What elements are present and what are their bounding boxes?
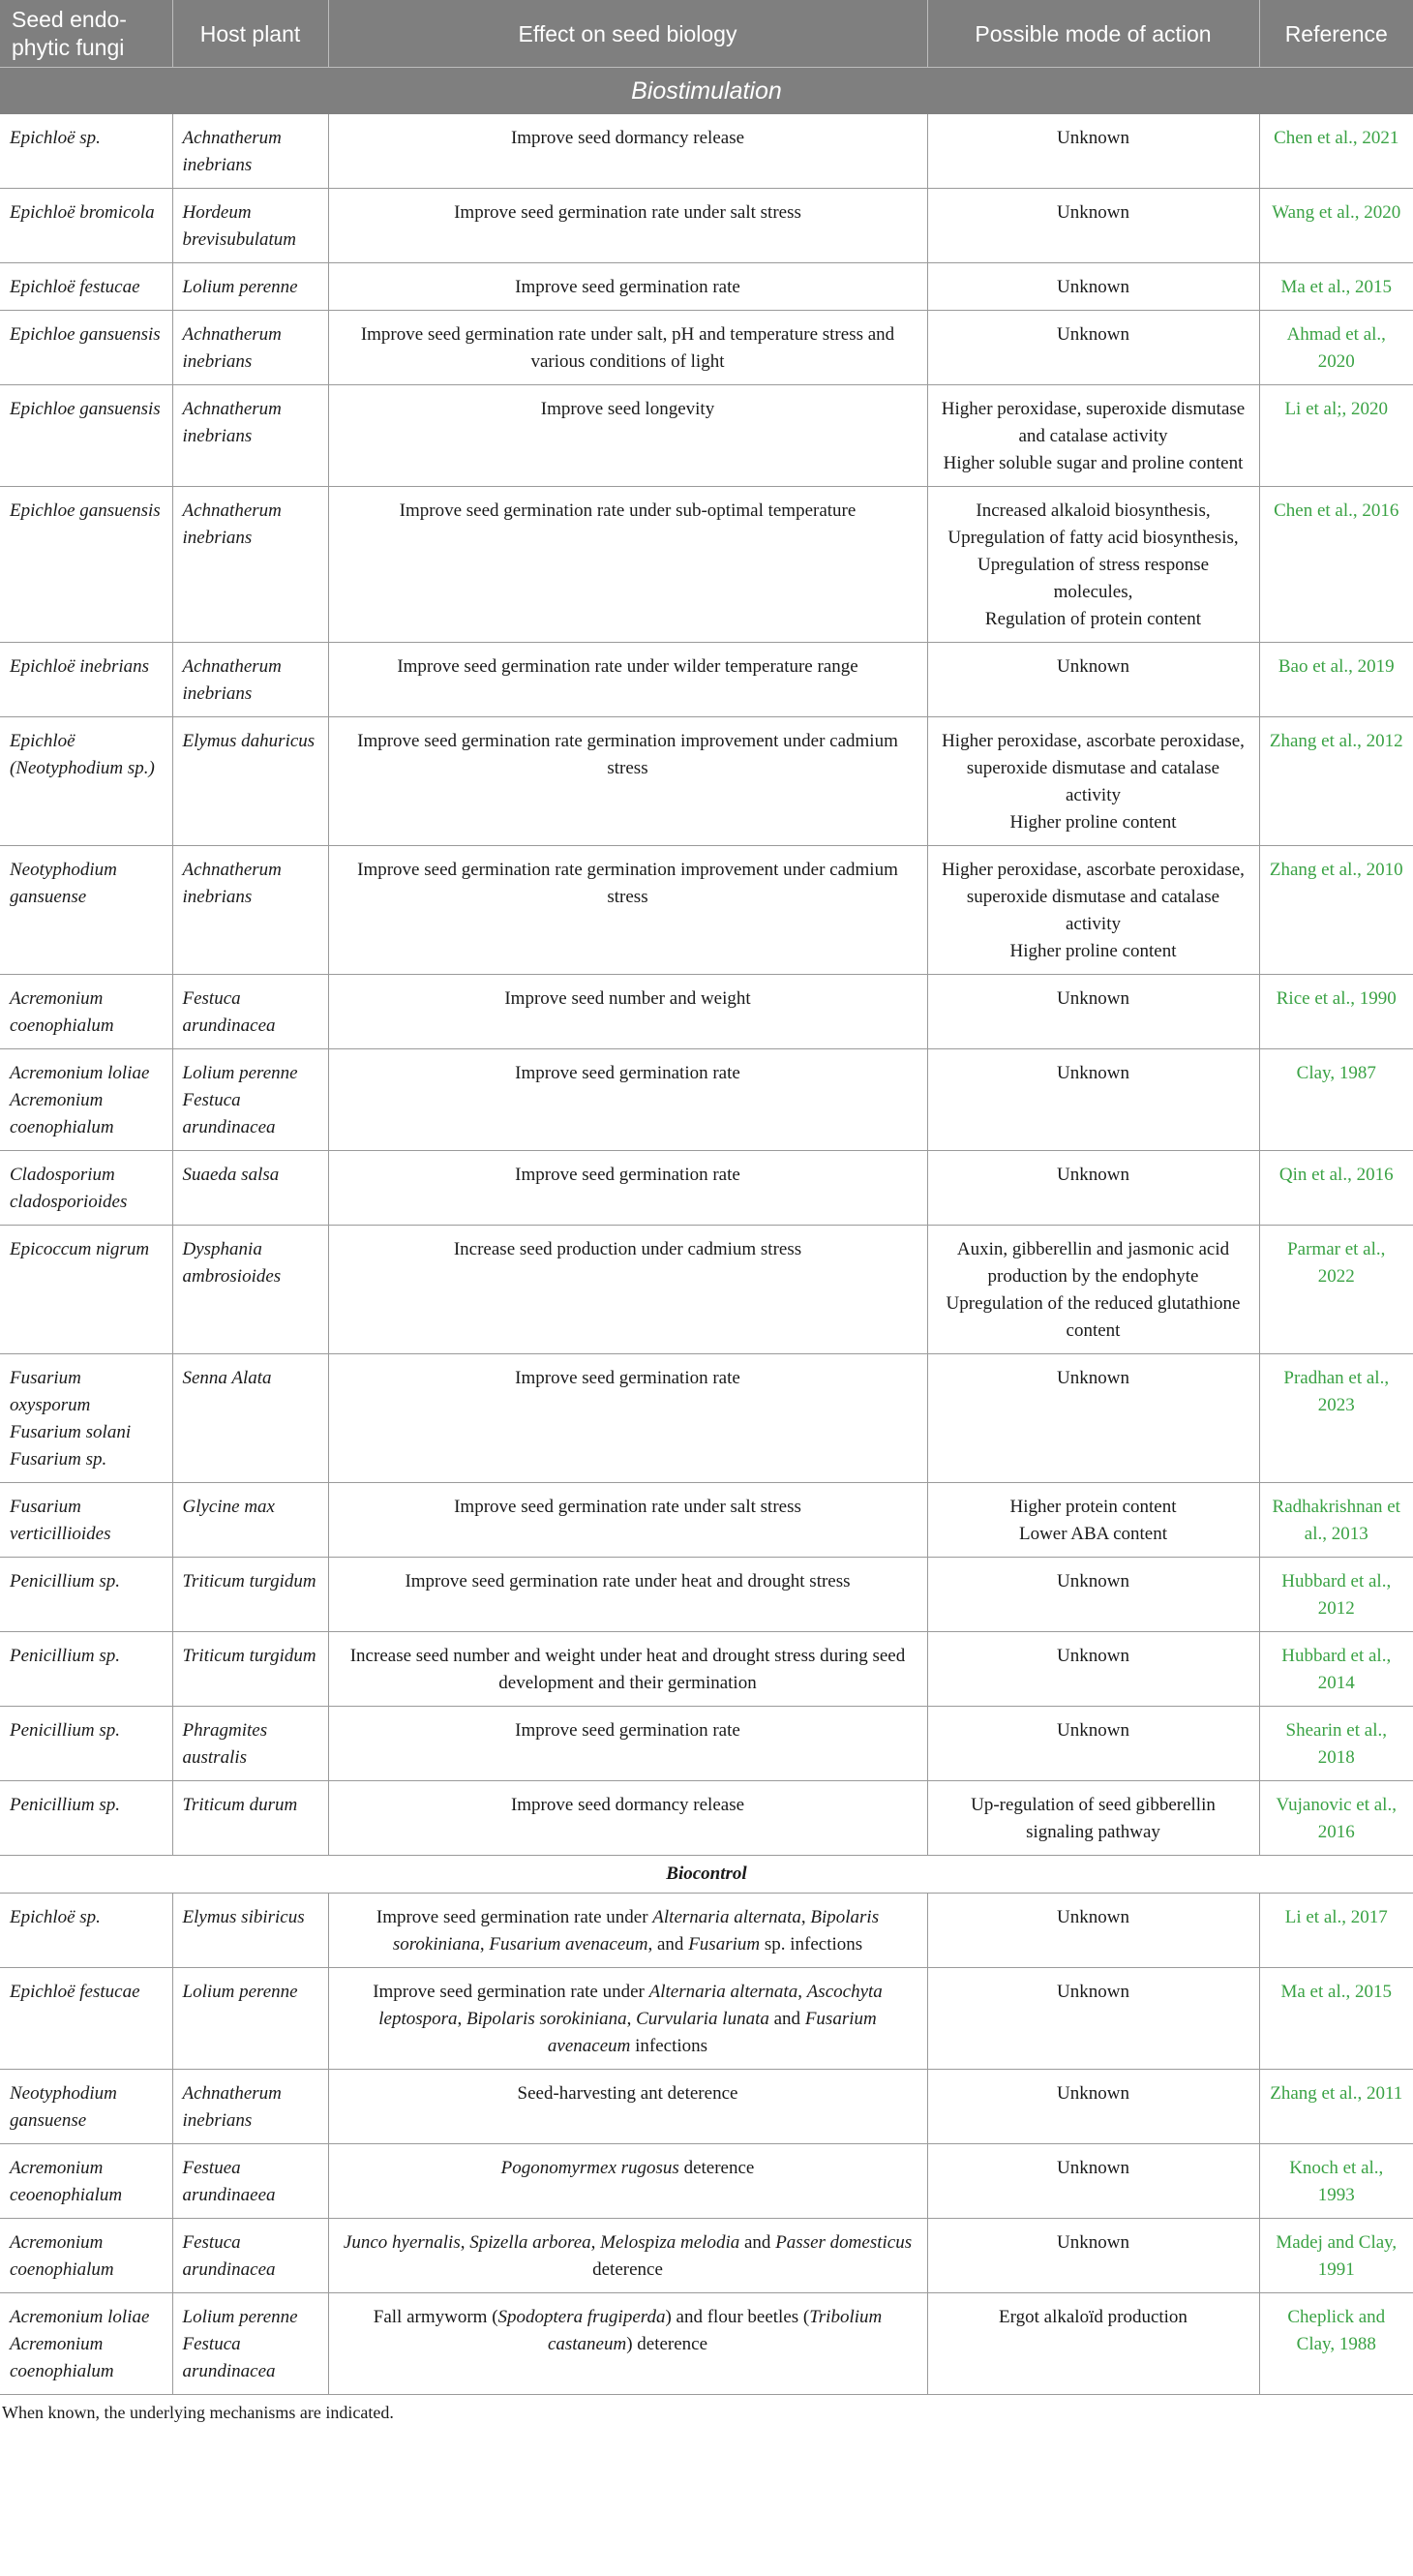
host-cell: Glycine max: [172, 1483, 328, 1558]
mode-cell: Unknown: [927, 2219, 1259, 2293]
fungus-cell: Penicillium sp.: [0, 1781, 172, 1856]
host-cell: Triticum turgidum: [172, 1558, 328, 1632]
effect-cell: Improve seed germination rate under Alternaria alternata, Bipolaris sorokiniana, Fusarium avenaceum, and Fusarium sp. infections: [328, 1894, 927, 1968]
table-row: [0, 1049, 1413, 1151]
mode-cell: Higher peroxidase, superoxide dismutase and catalase activity Higher soluble sugar and proline content: [927, 385, 1259, 487]
table-row: [0, 1226, 1413, 1354]
reference-cell: Bao et al., 2019: [1259, 643, 1413, 717]
host-cell: Phragmites australis: [172, 1707, 328, 1781]
table-row: [0, 717, 1413, 846]
host-cell: Hordeum brevisubulatum: [172, 189, 328, 263]
fungus-cell: Epichloe gansuensis: [0, 487, 172, 643]
host-cell: Achnatherum inebrians: [172, 114, 328, 189]
mode-cell: Unknown: [927, 2144, 1259, 2219]
effect-cell: Fall armyworm (Spodoptera frugiperda) and flour beetles (Tribolium castaneum) deterence: [328, 2293, 927, 2395]
table-body: [0, 68, 1413, 2395]
host-cell: Dysphania ambrosioides: [172, 1226, 328, 1354]
effect-cell: Improve seed germination rate: [328, 1354, 927, 1483]
table-row: [0, 1354, 1413, 1483]
host-cell: Triticum durum: [172, 1781, 328, 1856]
host-cell: Triticum turgidum: [172, 1632, 328, 1707]
table-row: [0, 643, 1413, 717]
mode-cell: Unknown: [927, 114, 1259, 189]
effect-cell: Improve seed dormancy release: [328, 114, 927, 189]
col-header-reference: Reference: [1259, 0, 1413, 68]
fungus-cell: Epichloë sp.: [0, 114, 172, 189]
mode-cell: Unknown: [927, 263, 1259, 311]
reference-cell: Ahmad et al., 2020: [1259, 311, 1413, 385]
mode-cell: Unknown: [927, 1632, 1259, 1707]
fungus-cell: Acremonium loliae Acremonium coenophialum: [0, 2293, 172, 2395]
col-header-effect: Effect on seed biology: [328, 0, 927, 68]
reference-cell: Pradhan et al., 2023: [1259, 1354, 1413, 1483]
fungus-cell: Penicillium sp.: [0, 1707, 172, 1781]
effect-cell: Improve seed longevity: [328, 385, 927, 487]
table-row: [0, 1151, 1413, 1226]
effect-cell: Improve seed germination rate under Alternaria alternata, Ascochyta leptospora, Bipolaris sorokiniana, Curvularia lunata and Fusarium avenaceum infections: [328, 1968, 927, 2070]
host-cell: Achnatherum inebrians: [172, 2070, 328, 2144]
host-cell: Lolium perenne: [172, 263, 328, 311]
reference-cell: Hubbard et al., 2014: [1259, 1632, 1413, 1707]
effect-cell: Improve seed germination rate: [328, 263, 927, 311]
host-cell: Achnatherum inebrians: [172, 846, 328, 975]
host-cell: Festuea arundinaeea: [172, 2144, 328, 2219]
reference-cell: Madej and Clay, 1991: [1259, 2219, 1413, 2293]
fungus-cell: Epichloë sp.: [0, 1894, 172, 1968]
mode-cell: Unknown: [927, 1707, 1259, 1781]
reference-cell: Ma et al., 2015: [1259, 263, 1413, 311]
host-cell: Festuca arundinacea: [172, 2219, 328, 2293]
mode-cell: Unknown: [927, 189, 1259, 263]
reference-cell: Wang et al., 2020: [1259, 189, 1413, 263]
table-header: [0, 0, 1413, 68]
table-row: [0, 2293, 1413, 2395]
reference-cell: Hubbard et al., 2012: [1259, 1558, 1413, 1632]
section-title: Biocontrol: [0, 1856, 1413, 1894]
mode-cell: Unknown: [927, 1049, 1259, 1151]
table-row: [0, 1968, 1413, 2070]
table-row: [0, 189, 1413, 263]
table-row: [0, 2144, 1413, 2219]
mode-cell: Unknown: [927, 1968, 1259, 2070]
reference-cell: Qin et al., 2016: [1259, 1151, 1413, 1226]
table-row: [0, 1632, 1413, 1707]
fungus-cell: Neotyphodium gansuense: [0, 2070, 172, 2144]
mode-cell: Unknown: [927, 643, 1259, 717]
table-row: [0, 263, 1413, 311]
effect-cell: Improve seed germination rate germination improvement under cadmium stress: [328, 846, 927, 975]
section-title: Biostimulation: [0, 68, 1413, 115]
fungus-cell: Epichloë inebrians: [0, 643, 172, 717]
reference-cell: Rice et al., 1990: [1259, 975, 1413, 1049]
effect-cell: Improve seed germination rate germination improvement under cadmium stress: [328, 717, 927, 846]
mode-cell: Unknown: [927, 1558, 1259, 1632]
fungus-cell: Epichloë (Neotyphodium sp.): [0, 717, 172, 846]
host-cell: Achnatherum inebrians: [172, 311, 328, 385]
mode-cell: Higher protein content Lower ABA content: [927, 1483, 1259, 1558]
reference-cell: Chen et al., 2016: [1259, 487, 1413, 643]
host-cell: Achnatherum inebrians: [172, 385, 328, 487]
col-header-mode: Possible mode of action: [927, 0, 1259, 68]
effect-cell: Improve seed germination rate under salt stress: [328, 189, 927, 263]
fungus-cell: Epichloë festucae: [0, 263, 172, 311]
mode-cell: Higher peroxidase, ascorbate peroxidase, superoxide dismutase and catalase activity Higher proline content: [927, 717, 1259, 846]
mode-cell: Unknown: [927, 2070, 1259, 2144]
fungus-cell: Fusarium verticillioides: [0, 1483, 172, 1558]
table-row: [0, 385, 1413, 487]
fungus-cell: Neotyphodium gansuense: [0, 846, 172, 975]
host-cell: Festuca arundinacea: [172, 975, 328, 1049]
fungus-cell: Penicillium sp.: [0, 1632, 172, 1707]
section-row: [0, 1856, 1413, 1894]
table-row: [0, 975, 1413, 1049]
table-row: [0, 311, 1413, 385]
mode-cell: Unknown: [927, 975, 1259, 1049]
reference-cell: Shearin et al., 2018: [1259, 1707, 1413, 1781]
host-cell: Senna Alata: [172, 1354, 328, 1483]
table-row: [0, 2219, 1413, 2293]
host-cell: Achnatherum inebrians: [172, 643, 328, 717]
fungus-cell: Cladosporium cladosporioides: [0, 1151, 172, 1226]
table-row: [0, 2070, 1413, 2144]
table-row: [0, 114, 1413, 189]
effect-cell: Improve seed germination rate: [328, 1151, 927, 1226]
fungus-cell: Acremonium loliae Acremonium coenophialum: [0, 1049, 172, 1151]
mode-cell: Higher peroxidase, ascorbate peroxidase, superoxide dismutase and catalase activity Higher proline content: [927, 846, 1259, 975]
table-row: [0, 487, 1413, 643]
section-row: [0, 68, 1413, 115]
reference-cell: Knoch et al., 1993: [1259, 2144, 1413, 2219]
effect-cell: Pogonomyrmex rugosus deterence: [328, 2144, 927, 2219]
effect-cell: Improve seed dormancy release: [328, 1781, 927, 1856]
col-header-host: Host plant: [172, 0, 328, 68]
fungus-cell: Penicillium sp.: [0, 1558, 172, 1632]
reference-cell: Zhang et al., 2010: [1259, 846, 1413, 975]
mode-cell: Unknown: [927, 1894, 1259, 1968]
reference-cell: Zhang et al., 2011: [1259, 2070, 1413, 2144]
host-cell: Lolium perenne Festuca arundinacea: [172, 2293, 328, 2395]
table-row: [0, 1558, 1413, 1632]
fungus-cell: Epichloe gansuensis: [0, 311, 172, 385]
effect-cell: Improve seed germination rate: [328, 1707, 927, 1781]
effect-cell: Improve seed germination rate under heat and drought stress: [328, 1558, 927, 1632]
host-cell: Achnatherum inebrians: [172, 487, 328, 643]
effect-cell: Improve seed germination rate under wilder temperature range: [328, 643, 927, 717]
reference-cell: Parmar et al., 2022: [1259, 1226, 1413, 1354]
effect-cell: Improve seed number and weight: [328, 975, 927, 1049]
mode-cell: Up-regulation of seed gibberellin signaling pathway: [927, 1781, 1259, 1856]
mode-cell: Unknown: [927, 1151, 1259, 1226]
fungus-cell: Epicoccum nigrum: [0, 1226, 172, 1354]
reference-cell: Radhakrishnan et al., 2013: [1259, 1483, 1413, 1558]
fungus-cell: Epichloë festucae: [0, 1968, 172, 2070]
reference-cell: Chen et al., 2021: [1259, 114, 1413, 189]
effect-cell: Junco hyernalis, Spizella arborea, Melospiza melodia and Passer domesticus deterence: [328, 2219, 927, 2293]
mode-cell: Auxin, gibberellin and jasmonic acid production by the endophyte Upregulation of the reduced glutathione content: [927, 1226, 1259, 1354]
table-row: [0, 1707, 1413, 1781]
reference-cell: Cheplick and Clay, 1988: [1259, 2293, 1413, 2395]
effect-cell: Seed-harvesting ant deterence: [328, 2070, 927, 2144]
mode-cell: Ergot alkaloïd production: [927, 2293, 1259, 2395]
host-cell: Suaeda salsa: [172, 1151, 328, 1226]
reference-cell: Clay, 1987: [1259, 1049, 1413, 1151]
effect-cell: Improve seed germination rate under salt, pH and temperature stress and various conditions of light: [328, 311, 927, 385]
fungus-cell: Fusarium oxysporum Fusarium solani Fusarium sp.: [0, 1354, 172, 1483]
col-header-fungi: Seed endo-phytic fungi: [0, 0, 172, 68]
fungus-cell: Acremonium coenophialum: [0, 2219, 172, 2293]
fungus-cell: Epichloë bromicola: [0, 189, 172, 263]
effect-cell: Improve seed germination rate under salt stress: [328, 1483, 927, 1558]
host-cell: Lolium perenne: [172, 1968, 328, 2070]
mode-cell: Increased alkaloid biosynthesis, Upregulation of fatty acid biosynthesis, Upregulation of stress response molecules, Regulation of protein content: [927, 487, 1259, 643]
host-cell: Elymus sibiricus: [172, 1894, 328, 1968]
effect-cell: Improve seed germination rate: [328, 1049, 927, 1151]
mode-cell: Unknown: [927, 311, 1259, 385]
table-row: [0, 1483, 1413, 1558]
table-row: [0, 1781, 1413, 1856]
reference-cell: Li et al., 2017: [1259, 1894, 1413, 1968]
table-row: [0, 1894, 1413, 1968]
host-cell: Elymus dahuricus: [172, 717, 328, 846]
fungus-cell: Acremonium ceoenophialum: [0, 2144, 172, 2219]
host-cell: Lolium perenne Festuca arundinacea: [172, 1049, 328, 1151]
fungus-cell: Epichloe gansuensis: [0, 385, 172, 487]
reference-cell: Ma et al., 2015: [1259, 1968, 1413, 2070]
effect-cell: Increase seed production under cadmium stress: [328, 1226, 927, 1354]
reference-cell: Vujanovic et al., 2016: [1259, 1781, 1413, 1856]
reference-cell: Zhang et al., 2012: [1259, 717, 1413, 846]
fungus-cell: Acremonium coenophialum: [0, 975, 172, 1049]
mode-cell: Unknown: [927, 1354, 1259, 1483]
reference-cell: Li et al;, 2020: [1259, 385, 1413, 487]
effect-cell: Increase seed number and weight under heat and drought stress during seed development and their germination: [328, 1632, 927, 1707]
effect-cell: Improve seed germination rate under sub-optimal temperature: [328, 487, 927, 643]
table-footnote: When known, the underlying mechanisms are indicated.: [2, 2403, 394, 2422]
table-row: [0, 846, 1413, 975]
